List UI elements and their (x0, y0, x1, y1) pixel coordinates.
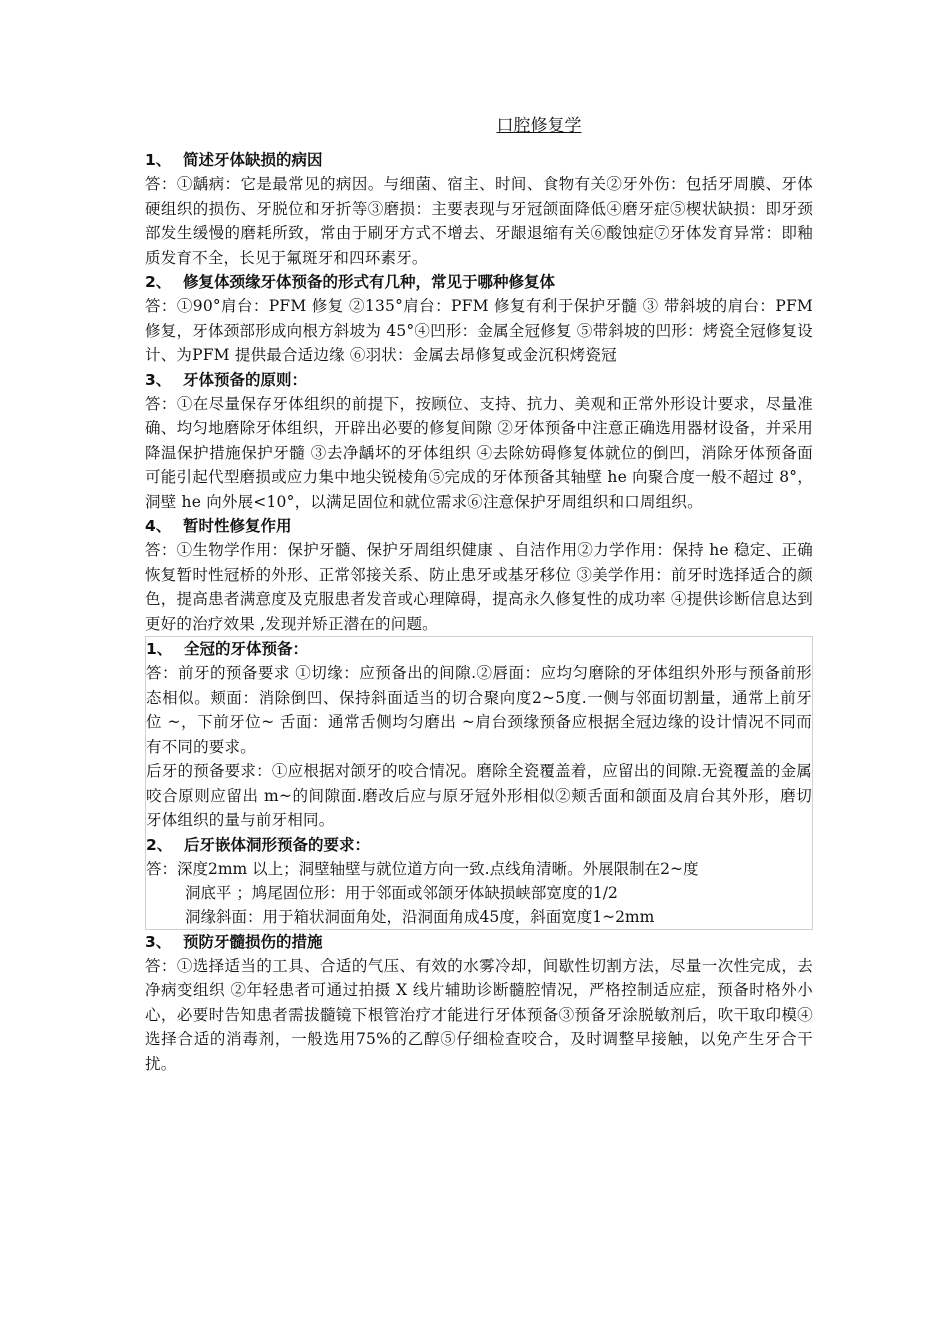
document-page (145, 114, 813, 1076)
answer-front-teeth: 答：前牙的预备要求 ①切缘：应预备出的间隙.②唇面：应均匀磨除的牙体组织外形与预备前形态相似。颊面：消除倒凹、保持斜面适当的切合聚向度2~5度.一侧与邻面切割量，通常上前牙位 ~，下前牙位~ 舌面：通常舌侧均匀磨出 ~肩台颈缘预备应根据全冠边缘的设计情况不同而有不同的要求。 (146, 664, 812, 756)
question-text: 修复体颈缘牙体预备的形式有几种，常见于哪种修复体 (183, 273, 556, 291)
question-number: 1、 (146, 640, 173, 658)
boxed-table-section (145, 636, 813, 930)
question-heading (145, 368, 813, 392)
question-number: 2、 (146, 835, 173, 854)
question-text: 预防牙髓损伤的措施 (183, 932, 323, 951)
answer-paragraph: 答：①选择适当的工具、合适的气压、有效的水雾冷却，间歇性切割方法，尽量一次性完成，去净病变组织 ②年轻患者可通过拍摄 X 线片辅助诊断髓腔情况，严格控制适应症，预备时格外小心，必要时告知患者需拔髓镜下根管治疗才能进行牙体预备③预备牙涂脱敏剂后，吹干取印模④选择合适的消毒剂，一般选用75%的乙醇⑤仔细检查咬合，及时调整早接触，以免产生牙合干扰。 (145, 956, 813, 1073)
question-heading (145, 930, 813, 954)
answer-paragraph: 答：①生物学作用：保护牙髓、保护牙周组织健康 、自洁作用②力学作用：保持 he 稳定、正确恢复暂时性冠桥的外形、正常邻接关系、防止患牙或基牙移位 ③美学作用：前牙时选择适合的颜色，提高患者满意度及克服患者发音或心理障碍，提高永久修复性的成功率 ④提供诊断信息达到更好的治疗效果 ,发现并矫正潜在的问题。 (145, 541, 813, 633)
answer-paragraph: 答：①龋病：它是最常见的病因。与细菌、宿主、时间、食物有关②牙外伤：包括牙周膜、牙体硬组织的损伤、牙脱位和牙折等③磨损：主要表现与牙冠颌面降低④磨牙症⑤楔状缺损：即牙颈部发生缓慢的磨耗所致，常由于刷牙方式不增去、牙龈退缩有关⑥酸蚀症⑦牙体发育异常：即釉质发育不全，长见于氟斑牙和四环素牙。 (145, 175, 813, 267)
answer-paragraph: 答：①90°肩台：PFM 修复 ②135°肩台：PFM 修复有利于保护牙髓 ③ 带斜坡的肩台：PFM 修复，牙体颈部形成向根方斜坡为 45°④凹形：金属全冠修复 ⑤带斜坡的凹形：烤瓷全冠修复设计、为PFM 提供最合适边缘 ⑥羽状：金属去昂修复或金沉积烤瓷冠 (145, 297, 813, 364)
question-number: 2、 (145, 273, 172, 291)
answer-line: 答：深度2mm 以上；洞壁轴壁与就位道方向一致.点线角清晰。外展限制在2~度 (146, 859, 699, 878)
document-title: 口腔修复学 (496, 116, 582, 136)
answer-line: 洞底平 ；鸠尾固位形：用于邻面或邻颌牙体缺损峡部宽度的1/2 (185, 883, 618, 902)
answer-paragraph: 答：①在尽量保存牙体组织的前提下，按顾位、支持、抗力、美观和正常外形设计要求，尽量准确、均匀地磨除牙体组织，开辟出必要的修复间隙 ②牙体预备中注意正确选用器材设备，并采用降温保护措施保护牙髓 ③去净龋坏的牙体组织 ④去除妨碍修复体就位的倒凹，消除牙体预备面可能引起代型磨损或应力集中地尖锐棱角⑤完成的牙体预备其轴壁 he 向聚合度一般不超过 8°，洞壁 he 向外展<10°，以满足固位和就位需求⑥注意保护牙周组织和口周组织。 (145, 394, 813, 511)
question-text: 牙体预备的原则： (183, 370, 308, 389)
answer-back-teeth: 后牙的预备要求：①应根据对颌牙的咬合情况。磨除全瓷覆盖着，应留出的间隙.无瓷覆盖的金属咬合原则应留出 m~的间隙面.磨改后应与原牙冠外形相似②颊舌面和颌面及肩台其外形，磨切牙体组织的量与前牙相同。 (146, 762, 812, 829)
question-heading (145, 270, 813, 294)
question-heading (146, 833, 812, 857)
question-text: 后牙嵌体洞形预备的要求： (184, 835, 371, 854)
question-number: 3、 (145, 932, 172, 951)
question-number: 3、 (145, 370, 172, 389)
question-text: 全冠的牙体预备： (184, 640, 309, 658)
question-heading (146, 637, 812, 661)
question-heading (145, 148, 813, 172)
question-heading (145, 514, 813, 538)
answer-line: 洞缘斜面：用于箱状洞面角处，沿洞面角成45度，斜面宽度1~2mm (185, 907, 655, 926)
question-text: 简述牙体缺损的病因 (183, 151, 323, 169)
question-number: 4、 (145, 517, 172, 535)
question-number: 1、 (145, 151, 172, 169)
question-text: 暂时性修复作用 (183, 517, 292, 535)
